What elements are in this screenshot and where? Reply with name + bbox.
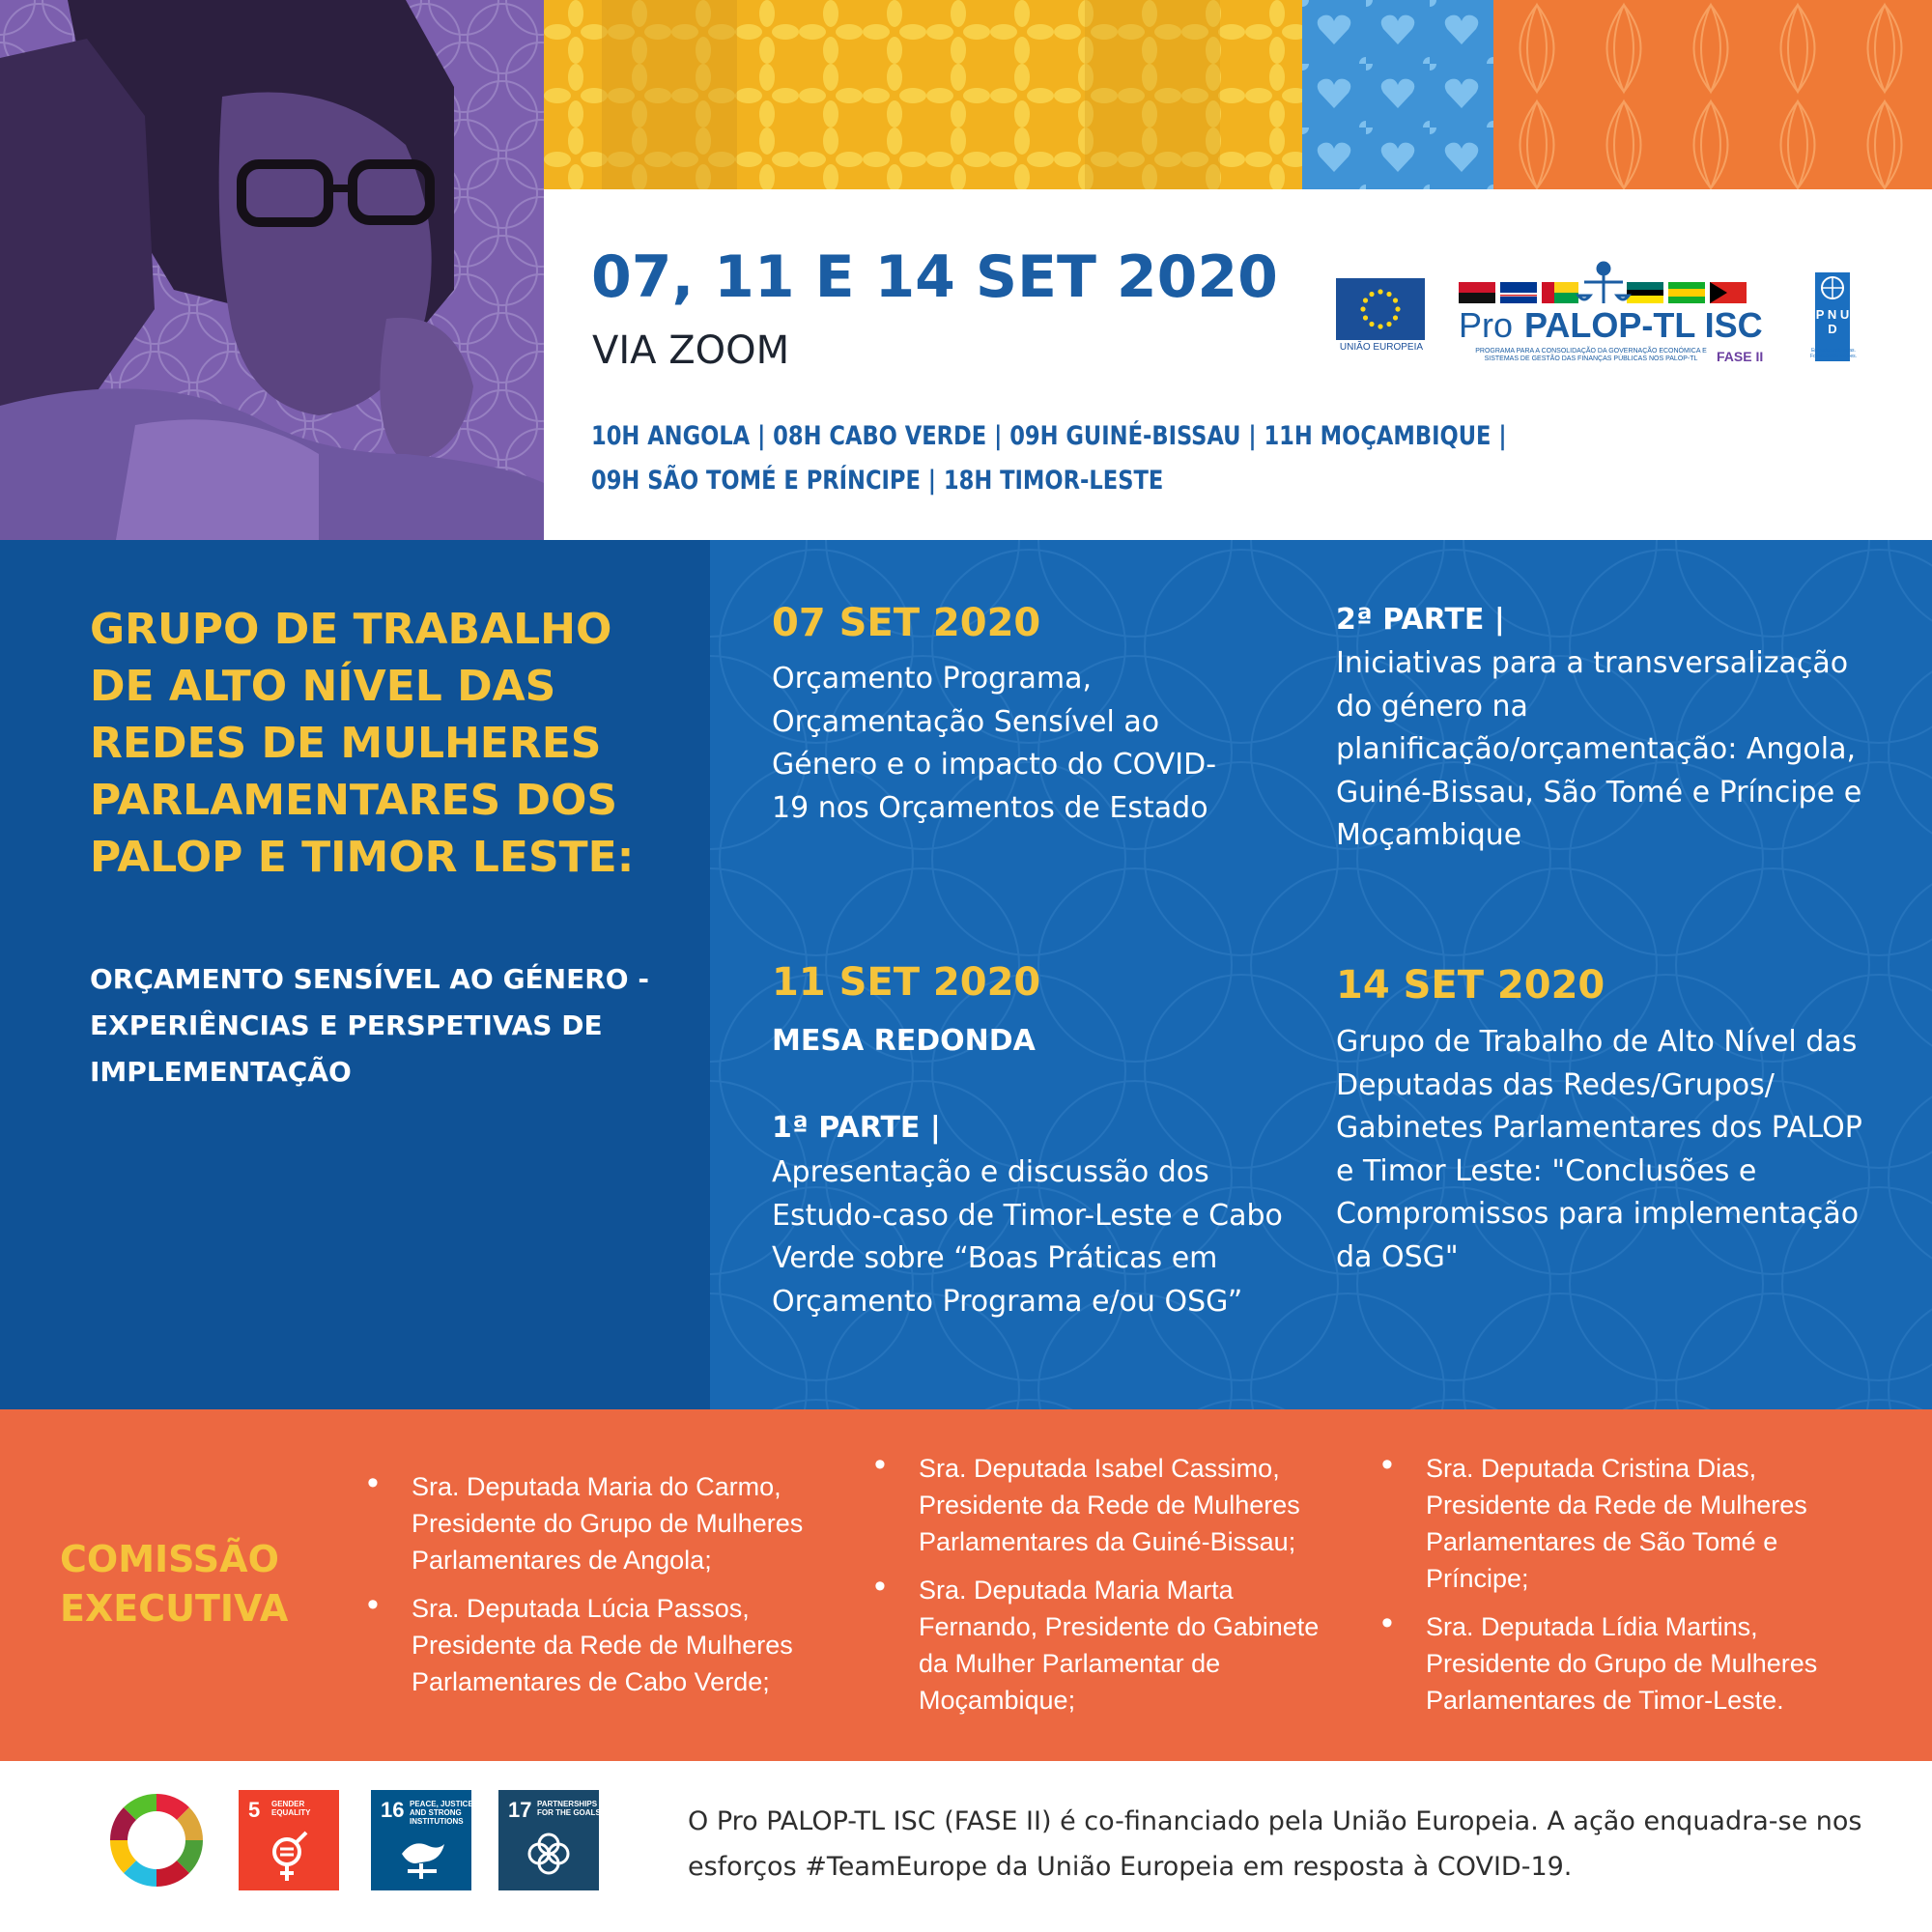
commission-members-column-3	[1379, 1450, 1833, 1730]
sdg-5-gender-equality-icon	[239, 1790, 339, 1890]
commission-members-column-1	[365, 1468, 819, 1712]
commission-title: COMISSÃO EXECUTIVA	[60, 1538, 289, 1630]
sdg-17-partnerships-icon	[498, 1790, 599, 1890]
session-2-part2-description: Iniciativas para a transversalização do género na planificação/orçamentação: Angola, Guiné-Bissau, São Tomé e Príncipe e Moçambique	[1336, 646, 1862, 852]
undp-logo-tagline: Empoderando vidas. Fortalecendo nações.	[1809, 348, 1858, 359]
commission-member: • Sra. Deputada Maria Marta Fernando, Presidente do Gabinete da Mulher Parlamentar de Moçambique;	[872, 1572, 1326, 1719]
session-2-part1-description: Apresentação e discussão dos Estudo-caso de Timor-Leste e Cabo Verde sobre “Boas Práticas em Orçamento Programa e/ou OSG”	[772, 1155, 1283, 1319]
palop-logo-word: PALOP-TL ISC	[1524, 305, 1763, 345]
eu-logo-label: UNIÃO EUROPEIA	[1339, 342, 1424, 353]
cofinancing-note: O Pro PALOP-TL ISC (FASE II) é co-financiado pela União Europeia. A ação enquadra-se nos esforços #TeamEurope da União Europeia em resposta à COVID-19.	[688, 1806, 1862, 1882]
pro-logo-phase: FASE II	[1717, 349, 1764, 364]
sdg-17-number: 17	[508, 1798, 532, 1822]
sdg-16-peace-justice-icon	[371, 1790, 471, 1890]
session-3-description: Grupo de Trabalho de Alto Nível das Deputadas das Redes/Grupos/ Gabinetes Parlamentares dos PALOP e Timor Leste: "Conclusões e Compromissos para implementação da OSG"	[1336, 1025, 1862, 1274]
sdg-17-label: PARTNERSHIPS FOR THE GOALS	[537, 1800, 601, 1817]
schedule-times-line-1: 10H ANGOLA | 08H CABO VERDE | 09H GUINÉ-BISSAU | 11H MOÇAMBIQUE |	[591, 421, 1507, 451]
photo-illustration	[0, 0, 544, 540]
sdg-16-number: 16	[381, 1798, 405, 1822]
session-1-date: 07 SET 2020	[772, 601, 1041, 645]
gender-equality-symbol-icon	[268, 1827, 310, 1885]
sdg-5-number: 5	[248, 1798, 261, 1822]
pro-logo-subtitle: PROGRAMA PARA A CONSOLIDAÇÃO DA GOVERNAÇÃO ECONÓMICA E SISTEMAS DE GESTÃO DAS FINANÇAS PÚBLICAS NOS PALOP-TL	[1475, 348, 1707, 362]
dove-icon	[394, 1834, 450, 1885]
pro-logo-word: Pro	[1459, 305, 1514, 345]
schedule-times-line-2: 09H SÃO TOMÉ E PRÍNCIPE | 18H TIMOR-LESTE	[591, 466, 1164, 496]
un-emblem-icon	[1815, 272, 1850, 305]
sdg-16-label: PEACE, JUSTICE AND STRONG INSTITUTIONS	[410, 1800, 473, 1826]
event-platform: VIA ZOOM	[592, 328, 790, 373]
commission-member: • Sra. Deputada Isabel Cassimo, Presidente da Rede de Mulheres Parlamentares da Guiné-Bissau;	[872, 1450, 1326, 1560]
justice-scale-icon	[1578, 263, 1629, 303]
decorative-pattern-blue	[1302, 0, 1493, 189]
event-subtitle: ORÇAMENTO SENSÍVEL AO GÉNERO - EXPERIÊNCIAS E PERSPETIVAS DE IMPLEMENTAÇÃO	[90, 963, 649, 1088]
commission-member: • Sra. Deputada Maria do Carmo, Presidente do Grupo de Mulheres Parlamentares de Angola;	[365, 1468, 819, 1578]
partnership-flower-icon	[524, 1829, 574, 1879]
session-2-heading: MESA REDONDA	[772, 1024, 1036, 1058]
session-2-part2-label: 2ª PARTE |	[1336, 603, 1505, 637]
session-2-date: 11 SET 2020	[772, 960, 1041, 1005]
sdg-wheel-icon	[106, 1790, 207, 1890]
flower-pattern-icon	[544, 0, 1302, 189]
commission-members-column-2	[872, 1450, 1326, 1730]
commission-member: • Sra. Deputada Lídia Martins, Presidente do Grupo de Mulheres Parlamentares de Timor-Leste.	[1379, 1608, 1833, 1719]
sdg-5-label: GENDER EQUALITY	[271, 1800, 311, 1817]
session-2-part1-label: 1ª PARTE |	[772, 1111, 941, 1145]
speaker-photo	[0, 0, 544, 540]
commission-member: • Sra. Deputada Cristina Dias, Presidente da Rede de Mulheres Parlamentares de São Tomé e Príncipe;	[1379, 1450, 1833, 1597]
decorative-pattern-orange	[1493, 0, 1932, 189]
event-dates: 07, 11 E 14 SET 2020	[591, 243, 1278, 311]
heart-pattern-icon	[1302, 0, 1493, 189]
session-1-description: Orçamento Programa, Orçamentação Sensível ao Género e o impacto do COVID-19 nos Orçamentos de Estado	[772, 662, 1217, 825]
undp-logo-letters: P N U D	[1815, 307, 1850, 336]
event-title: GRUPO DE TRABALHO DE ALTO NÍVEL DAS REDES DE MULHERES PARLAMENTARES DOS PALOP E TIMOR LESTE:	[90, 605, 635, 882]
onion-pattern-icon	[1493, 0, 1932, 189]
commission-member: • Sra. Deputada Lúcia Passos, Presidente da Rede de Mulheres Parlamentares de Cabo Verde;	[365, 1590, 819, 1700]
session-3-date: 14 SET 2020	[1336, 963, 1605, 1008]
decorative-pattern-yellow	[544, 0, 1302, 189]
